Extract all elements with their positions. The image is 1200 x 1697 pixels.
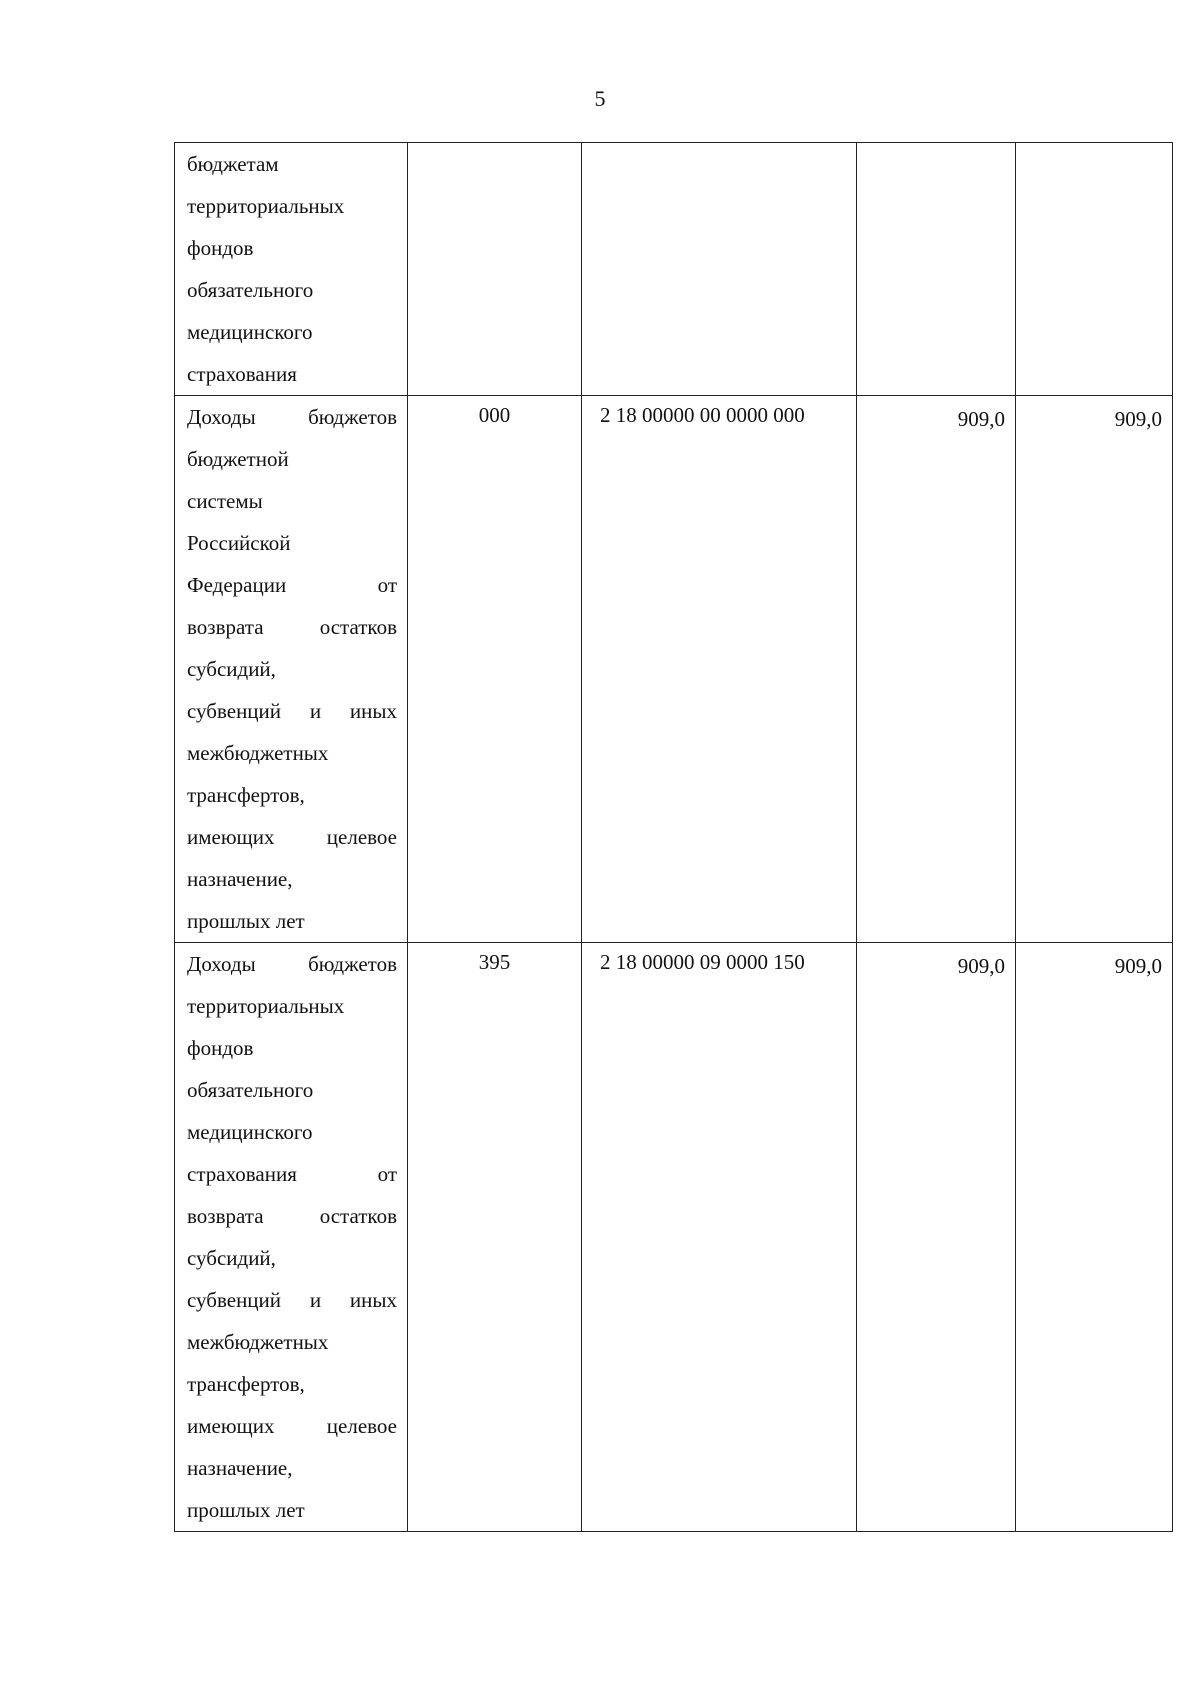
admin-code-cell [408,143,582,396]
name-line: территориальных [187,994,345,1018]
name-line: фондов [187,236,254,260]
name-line: обязательного [187,278,314,302]
name-line: Доходы бюджетов [187,952,397,976]
table-row [175,943,1173,1532]
amount-1-cell: 909,0 [857,943,1016,1532]
name-line: субсидий, [187,657,276,681]
name-line: возврата остатков [187,615,397,639]
name-line: субвенций и иных [187,699,397,723]
amount-2-cell: 909,0 [1016,396,1173,943]
table-row [175,396,1173,943]
name-line: обязательного [187,1078,314,1102]
name-line: возврата остатков [187,1204,397,1228]
name-line: имеющих целевое [187,825,397,849]
name-line: межбюджетных [187,1330,329,1354]
name-line: назначение, [187,867,293,891]
name-line: Доходы бюджетов [187,405,397,429]
table-body [175,143,1173,1532]
table-row [175,143,1173,396]
name-line: медицинского [187,320,313,344]
row-name-cell [175,143,408,396]
name-line: трансфертов, [187,783,305,807]
name-line: системы [187,489,263,513]
revenue-table [174,142,1173,1532]
page-number: 5 [594,86,606,111]
amount-2-cell [1016,143,1173,396]
name-line: медицинского [187,1120,313,1144]
name-line: субвенций и иных [187,1288,397,1312]
amount-2-cell: 909,0 [1016,943,1173,1532]
amount-1-cell: 909,0 [857,396,1016,943]
name-line: территориальных [187,194,345,218]
name-line: бюджетам [187,152,279,176]
budget-code-cell: 2 18 00000 00 0000 000 [582,396,857,943]
budget-code-cell [582,143,857,396]
row-name-cell [175,396,408,943]
name-line: страхования от [187,1162,397,1186]
name-line: Российской [187,531,291,555]
name-line: назначение, [187,1456,293,1480]
name-line: Федерации от [187,573,397,597]
name-line: межбюджетных [187,741,329,765]
name-line: бюджетной [187,447,289,471]
budget-code-cell: 2 18 00000 09 0000 150 [582,943,857,1532]
name-line: прошлых лет [187,1498,305,1522]
admin-code-cell: 000 [408,396,582,943]
amount-1-cell [857,143,1016,396]
name-line: прошлых лет [187,909,305,933]
name-line: субсидий, [187,1246,276,1270]
row-name-cell [175,943,408,1532]
name-line: имеющих целевое [187,1414,397,1438]
name-line: фондов [187,1036,254,1060]
name-line: трансфертов, [187,1372,305,1396]
name-line: страхования [187,362,297,386]
admin-code-cell: 395 [408,943,582,1532]
